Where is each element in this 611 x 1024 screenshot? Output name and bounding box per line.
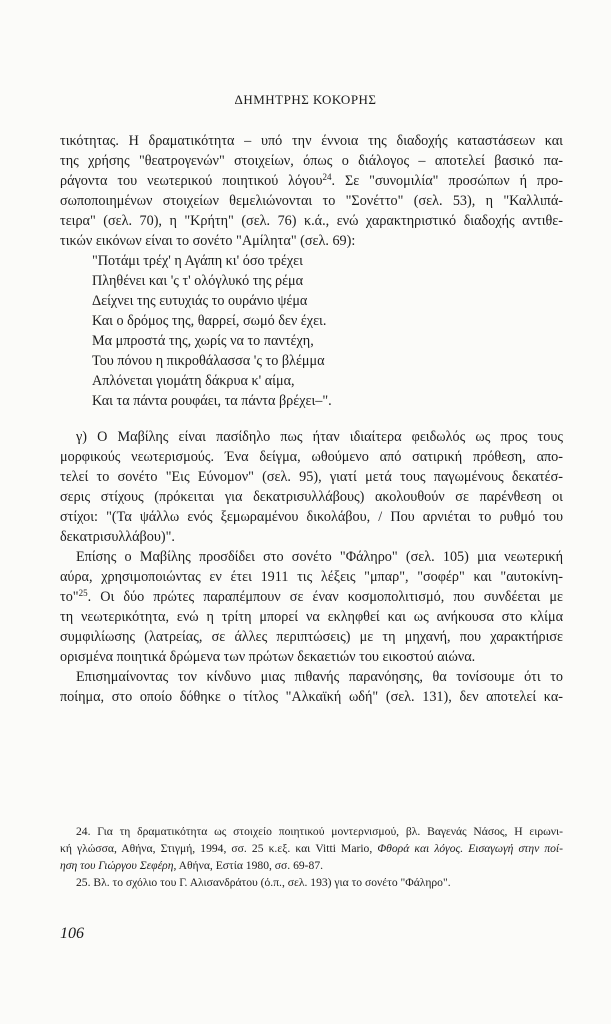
text-line: συμφιλίωσης (λατρείας, σε άλλες περιπτώσεις) με τη μηχανή, που χαρακτήρισε [60,629,563,645]
text-line: αύρα, χρησιμοποιώντας εν έτει 1911 τις λέξεις "μπαρ", "σοφέρ" και "αυτοκίνη- [60,569,563,585]
footnote-24-line [60,840,563,857]
text-line: σωποποιημένων στοιχείων θεμελιώνονται το "Σονέττο" (σελ. 53), η "Καλλιπά- [60,193,563,209]
text-line: της χρήσης "θεατρογενών" στοιχείων, όπως ο διάλογος – αποτελεί βασικό πα- [60,153,563,169]
text-line: Επίσης ο Μαβίλης προσδίδει στο σονέτο "Φάληρο" (σελ. 105) μια νεωτερική [76,549,563,565]
verse-line: Απλόνεται γιομάτη δάκρυα κ' αίμα, [92,373,295,389]
footnote-25: 25. Βλ. το σχόλιο του Γ. Αλισανδράτου (ό.π., σελ. 193) για το σονέτο "Φάληρο". [76,876,451,889]
paragraph-2 [60,427,563,547]
verse-line: Δείχνει της ευτυχιάς το ουράνιο ψέμα [92,293,308,309]
poem-quote [60,251,563,411]
text-span: το" [60,589,79,605]
paragraph-1 [60,131,563,251]
text-span: . Οι δύο πρώτες παραπέμπουν σε έναν κοσμοπολιτισμό, που συνδέεται με [87,589,563,605]
text-line: δεκατρισυλλάβου)". [60,529,175,545]
text-line: μορφικούς νεωτερισμούς. Ένα δείγμα, ωθούμενο από σατιρική πρόθεση, απο- [60,449,563,465]
text-line: Επισημαίνοντας τον κίνδυνο μιας πιθανής παρανόησης, θα τονίσουμε ότι το [76,669,563,685]
footnote-text: , Αθήνα, Εστία 1980, σσ. 69-87. [173,859,324,872]
main-text [60,131,563,707]
text-line: τικότητας. Η δραματικότητα – υπό την έννοια της διαδοχής καταστάσεων και [60,133,563,149]
text-span: . Σε "συνομιλία" προσώπων ή προ- [331,173,563,189]
footnote-ref-24[interactable]: 24 [322,172,332,182]
verse-line: Και τα πάντα ρουφάει, τα πάντα βρέχει–". [92,393,332,409]
paragraph-3 [60,547,563,667]
text-line: σερις στίχους (πρόκειται για δεκατρισυλλάβους) ακολουθούν σε παρένθεση οι [60,489,563,505]
text-line: ποίημα, στο οποίο δόθηκε ο τίτλος "Αλκαϊκή ωδή" (σελ. 131), δεν αποτελεί κα- [60,689,563,705]
verse-line: Του πόνου η πικροθάλασσα 'ς το βλέμμα [92,353,325,369]
text-line: ορισμένα ποιητικά δρώμενα των πρώτων δεκαετιών του εικοστού αιώνα. [60,649,476,665]
verse-line: Και ο δρόμος της, θαρρεί, σωμό δεν έχει. [92,313,327,329]
verse-line: Πληθένει και 'ς τ' ολόγλυκό της ρέμα [92,273,304,289]
text-line: τικών εικόνων είναι το σονέτο "Αμίλητα" (σελ. 69): [60,233,356,249]
page-number: 106 [60,925,84,942]
text-line: τελεί το σονέτο "Εις Εύνομον" (σελ. 95), γιατί μετά τους παγωμένους δεκατέσ- [60,469,563,485]
footnote-ref-25[interactable]: 25 [78,588,88,598]
footnotes [60,823,563,891]
text-line: τη νεωτερικότητα, ενώ η τρίτη μπορεί να εκληφθεί και ως ανήκουσα στο κλίμα [60,609,563,625]
text-line: στίχοι: "(Τα ψάλλω ενός ξεμωραμένου δικολάβου, / Που αρνιέται το ρυθμό του [60,509,563,525]
footnote-24-line [60,857,563,874]
footnote-24-line: 24. Για τη δραματικότητα ως στοιχείο ποιητικού μοντερνισμού, βλ. Βαγενάς Νάσος, Η ειρωνι- [76,825,563,838]
text-span: ράγοντα του νεωτερικού ποιητικού λόγου [60,173,323,189]
text-line: τειρα" (σελ. 70), η "Κρήτη" (σελ. 76) κ.ά., ενώ χαρακτηριστικό διαδοχής αντιθε- [60,213,563,229]
footnote-title: Φθορά και λόγος. Εισαγωγή στην ποί- [377,842,564,855]
verse-line: "Ποτάμι τρέχ' η Αγάπη κι' όσο τρέχει [92,253,303,269]
text-line: γ) Ο Μαβίλης είναι πασίδηλο πως ήταν ιδιαίτερα φειδωλός ως προς τους [76,429,563,445]
text-line [60,171,563,191]
footnote-title: ηση του Γιώργου Σεφέρη [60,859,174,872]
text-line [60,587,563,607]
running-header: ΔΗΜΗΤΡΗΣ ΚΟΚΟΡΗΣ [234,92,377,107]
footnote-text: κή γλώσσα, Αθήνα, Στιγμή, 1994, σσ. 25 κ.εξ. και Vitti Mario, [60,842,378,855]
verse-line: Μα μπροστά της, χωρίς να το παντέχη, [92,333,314,349]
paragraph-4 [60,667,563,707]
